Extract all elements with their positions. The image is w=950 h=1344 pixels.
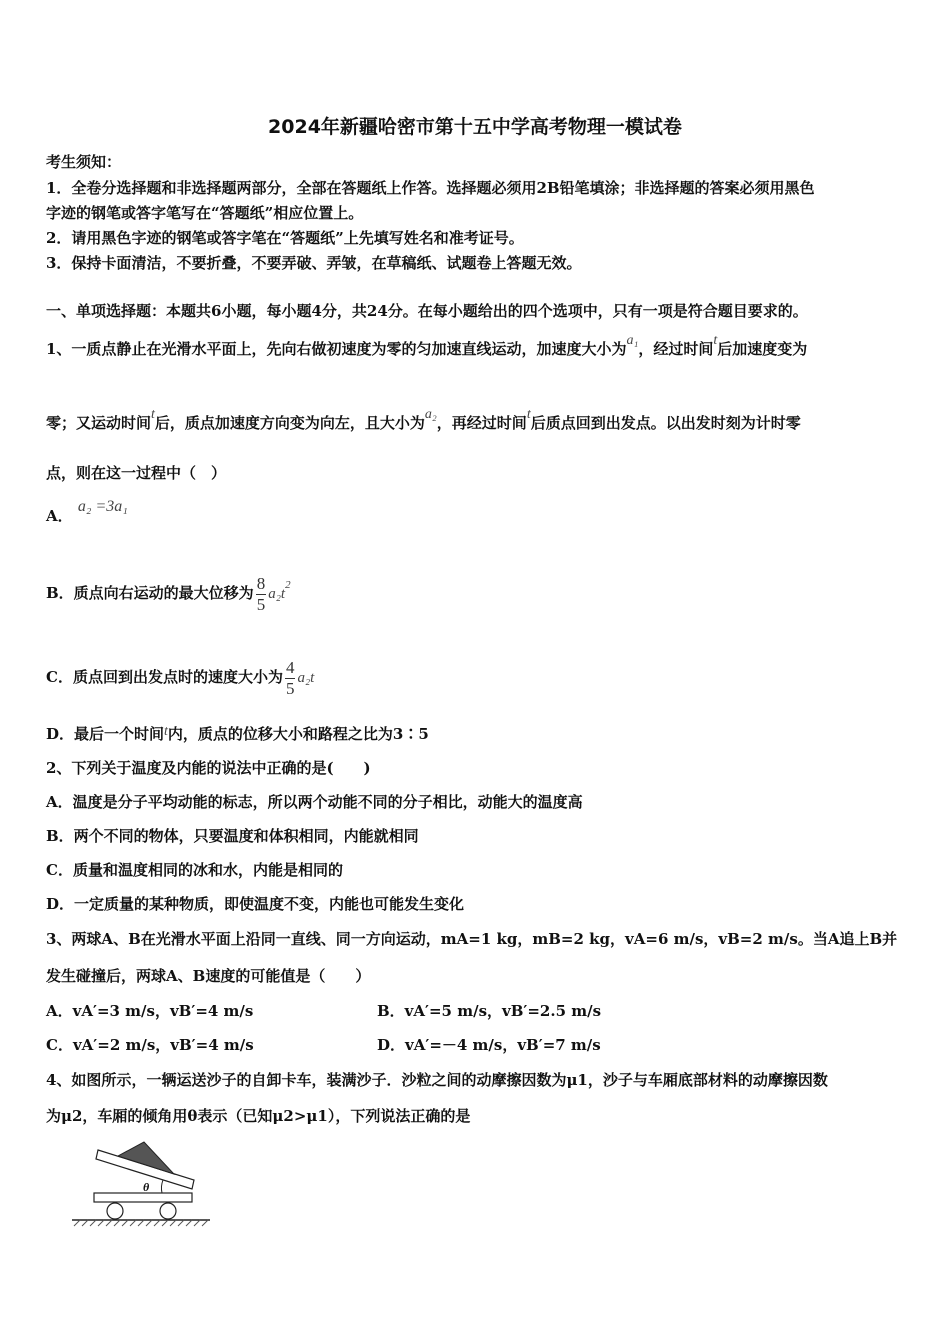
q2-stem: 2、下列关于温度及内能的说法中正确的是( ) [46, 759, 371, 777]
symbol-a2: a₂ [424, 407, 437, 422]
q1-option-b: B．质点向右运动的最大位移为 $\frac{8}{5}$ $a_2t^2$ [46, 573, 291, 614]
section-heading: 一、单项选择题：本题共6小题，每小题4分，共24分。在每小题给出的四个选项中，只有一项是符合题目要求的。 [46, 302, 808, 320]
q3-stem-2: 发生碰撞后，两球A、B速度的可能值是（ ） [46, 967, 371, 985]
q1-option-d: D．最后一个时间t内，质点的位移大小和路程之比为3∶5 [46, 724, 429, 743]
q4-stem-2: 为μ2，车厢的倾角用θ表示（已知μ2>μ1），下列说法正确的是 [46, 1107, 471, 1125]
q1-option-a: A． a₂ =3a₁ [46, 498, 128, 525]
rear-wheel [107, 1203, 123, 1219]
q1-line-3: 点，则在这一过程中（ ） [46, 464, 227, 482]
symbol-t: t [713, 333, 718, 348]
q1-option-c: C．质点回到出发点时的速度大小为 $\frac{4}{5}$ a₂t [46, 657, 315, 698]
theta-label: θ [143, 1180, 150, 1194]
symbol-t: t [151, 407, 155, 422]
notice-item-1-cont: 字迹的钢笔或答字笔写在“答题纸”相应位置上。 [46, 204, 364, 222]
q1-line-2: 零；又运动时间t后，质点加速度方向变为向左，且大小为a₂，再经过时间t后质点回到出发点。以出发时刻为计时零 [46, 407, 801, 432]
q1-line-1: 1、一质点静止在光滑水平面上，先向右做初速度为零的匀加速直线运动，加速度大小为a₁，经过时间t后加速度变为 [46, 333, 808, 358]
notice-item-1: 1．全卷分选择题和非选择题两部分，全部在答题纸上作答。选择题必须用2B铅笔填涂；非选择题的答案必须用黑色 [46, 179, 815, 197]
fraction-4-5: $\frac{4}{5}$ [285, 657, 295, 698]
angle-arc [161, 1180, 163, 1193]
q3-option-d: D．vA′=－4 m/s，vB′=7 m/s [377, 1036, 601, 1054]
notice-heading: 考生须知： [46, 153, 122, 171]
fraction-8-5: $\frac{8}{5}$ [256, 573, 266, 614]
q2-option-b: B．两个不同的物体，只要温度和体积相同，内能就相同 [46, 827, 419, 845]
q2-option-a: A．温度是分子平均动能的标志，所以两个动能不同的分子相比，动能大的温度高 [46, 793, 583, 811]
q4-stem-1: 4、如图所示，一辆运送沙子的自卸卡车，装满沙子．沙粒之间的动摩擦因数为μ1，沙子与车厢底部材料的动摩擦因数 [46, 1071, 828, 1089]
equation-a2-3a1: a₂ =3a₁ [77, 498, 128, 515]
page-title: 2024年新疆哈密市第十五中学高考物理一模试卷 [268, 116, 682, 138]
dump-truck-diagram [70, 1140, 215, 1232]
front-wheel [160, 1203, 176, 1219]
q3-stem-1: 3、两球A、B在光滑水平面上沿同一直线、同一方向运动，mA=1 kg，mB=2 kg，vA=6 m/s，vB=2 m/s。当A追上B并 [46, 930, 898, 948]
symbol-t: t [164, 724, 168, 739]
q2-option-d: D．一定质量的某种物质，即使温度不变，内能也可能发生变化 [46, 895, 465, 913]
symbol-t: t [526, 407, 531, 422]
truck-chassis [94, 1193, 192, 1202]
symbol-a1: a₁ [626, 333, 639, 348]
notice-item-3: 3．保持卡面清洁，不要折叠，不要弄破、弄皱，在草稿纸、试题卷上答题无效。 [46, 254, 582, 272]
q3-option-a: A．vA′=3 m/s，vB′=4 m/s [46, 1002, 254, 1020]
notice-item-2: 2．请用黑色字迹的钢笔或答字笔在“答题纸”上先填写姓名和准考证号。 [46, 229, 524, 247]
q3-option-c: C．vA′=2 m/s，vB′=4 m/s [46, 1036, 254, 1054]
ground-hatching [74, 1220, 208, 1226]
q2-option-c: C．质量和温度相同的冰和水，内能是相同的 [46, 861, 343, 879]
q3-option-b: B．vA′=5 m/s，vB′=2.5 m/s [377, 1002, 602, 1020]
